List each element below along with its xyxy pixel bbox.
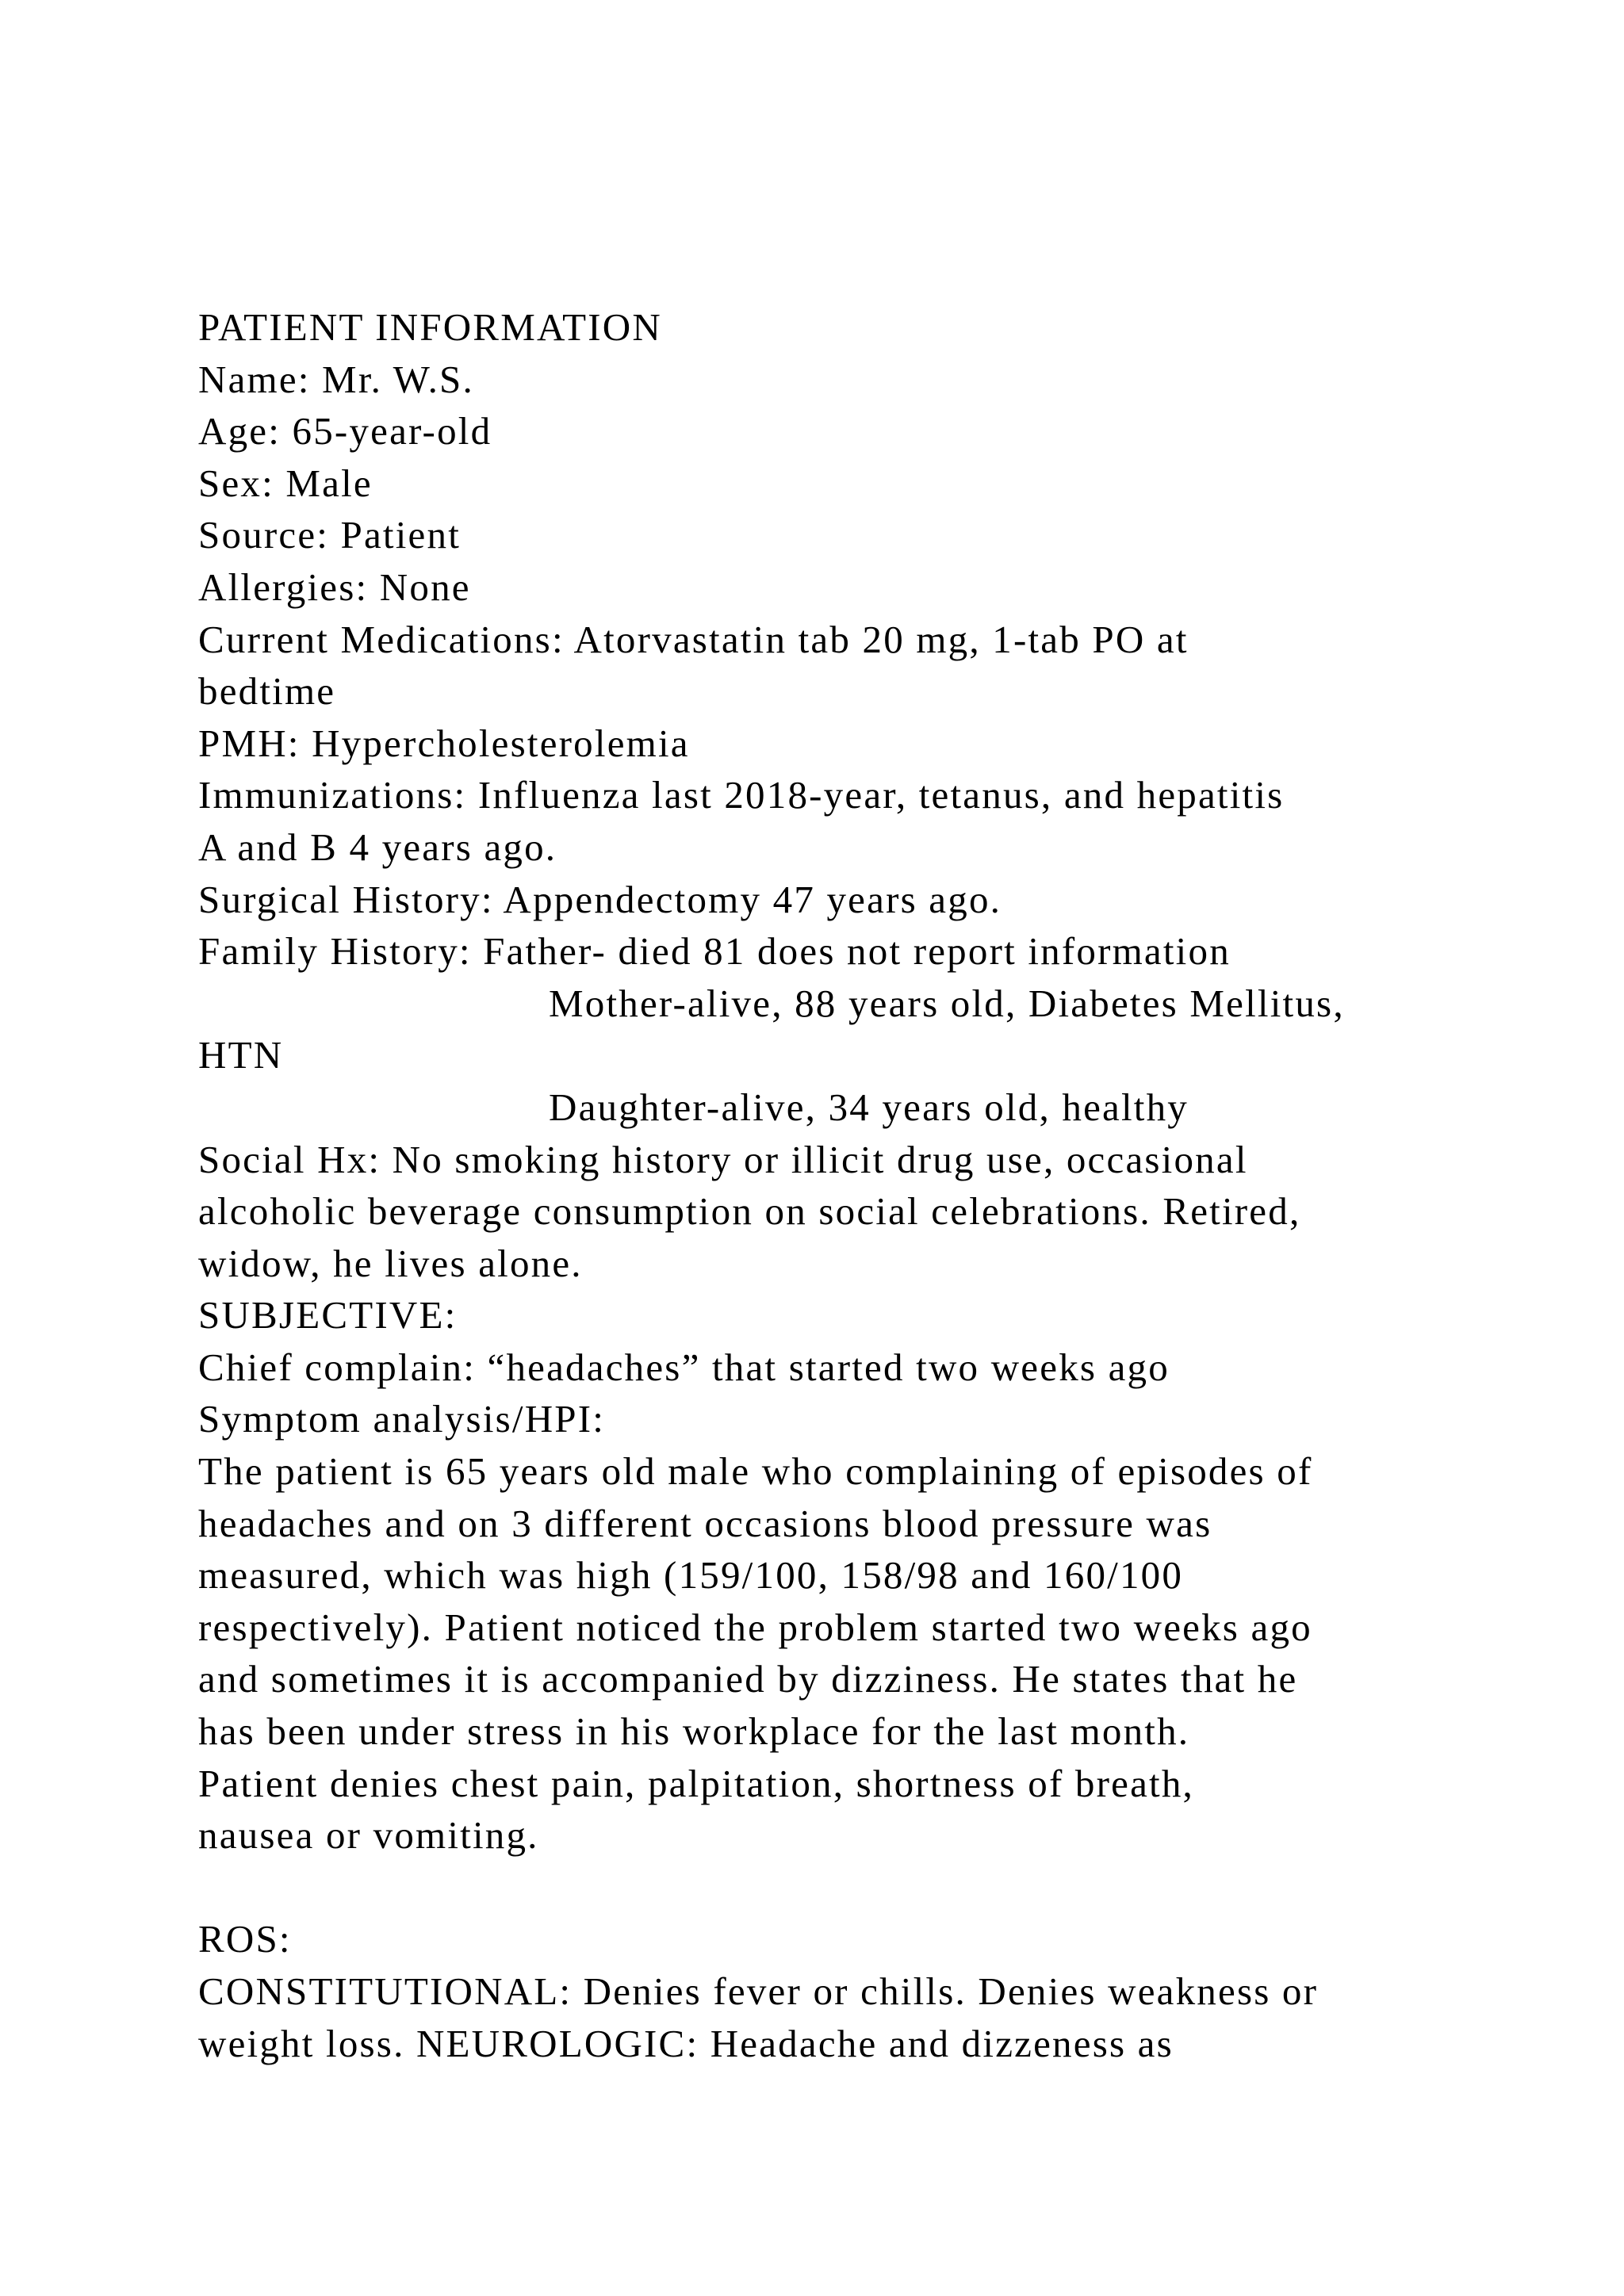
hpi-line-6: has been under stress in his workplace for the last month. <box>198 1709 1190 1754</box>
family-history-daughter: Daughter-alive, 34 years old, healthy <box>549 1085 1189 1129</box>
current-medications-line-2: bedtime <box>198 669 336 714</box>
chief-complaint: Chief complain: “headaches” that started two weeks ago <box>198 1345 1170 1389</box>
blank-line <box>198 1862 1467 1914</box>
hpi-line-7: Patient denies chest pain, palpitation, shortness of breath, <box>198 1761 1195 1805</box>
current-medications-line-1: Current Medications: Atorvastatin tab 20 mg, 1-tab PO at <box>198 617 1189 661</box>
patient-age: Age: 65-year-old <box>198 409 492 453</box>
symptom-analysis-heading: Symptom analysis/HPI: <box>198 1397 606 1441</box>
social-history-line-3: widow, he lives alone. <box>198 1241 583 1285</box>
hpi-line-3: measured, which was high (159/100, 158/98 and 160/100 <box>198 1553 1184 1598</box>
hpi-line-8: nausea or vomiting. <box>198 1813 539 1858</box>
family-history-mother-cont: HTN <box>198 1033 284 1077</box>
immunizations-line-2: A and B 4 years ago. <box>198 825 557 869</box>
patient-sex: Sex: Male <box>198 461 373 505</box>
section-heading-patient-information: PATIENT INFORMATION <box>198 305 662 349</box>
hpi-line-2: headaches and on 3 different occasions blood pressure was <box>198 1501 1212 1545</box>
hpi-line-1: The patient is 65 years old male who complaining of episodes of <box>198 1449 1313 1494</box>
immunizations-line-1: Immunizations: Influenza last 2018-year, tetanus, and hepatitis <box>198 773 1285 817</box>
hpi-line-5: and sometimes it is accompanied by dizziness. He states that he <box>198 1657 1298 1701</box>
hpi-line-4: respectively). Patient noticed the problem started two weeks ago <box>198 1605 1312 1649</box>
social-history-line-2: alcoholic beverage consumption on social celebrations. Retired, <box>198 1189 1301 1234</box>
family-history-father: Family History: Father- died 81 does not report information <box>198 929 1231 974</box>
ros-line-2: weight loss. NEUROLOGIC: Headache and dizzeness as <box>198 2021 1174 2065</box>
family-history-mother: Mother-alive, 88 years old, Diabetes Mellitus, <box>549 981 1345 1025</box>
allergies: Allergies: None <box>198 564 471 609</box>
section-heading-subjective: SUBJECTIVE: <box>198 1293 458 1337</box>
patient-name: Name: Mr. W.S. <box>198 357 474 401</box>
past-medical-history: PMH: Hypercholesterolemia <box>198 721 690 765</box>
info-source: Source: Patient <box>198 513 462 557</box>
surgical-history: Surgical History: Appendectomy 47 years ago. <box>198 877 1002 921</box>
ros-line-1: CONSTITUTIONAL: Denies fever or chills. Denies weakness or <box>198 1969 1319 2013</box>
section-heading-ros: ROS: <box>198 1917 292 1961</box>
document-page <box>198 301 1467 2069</box>
social-history-line-1: Social Hx: No smoking history or illicit drug use, occasional <box>198 1137 1248 1181</box>
